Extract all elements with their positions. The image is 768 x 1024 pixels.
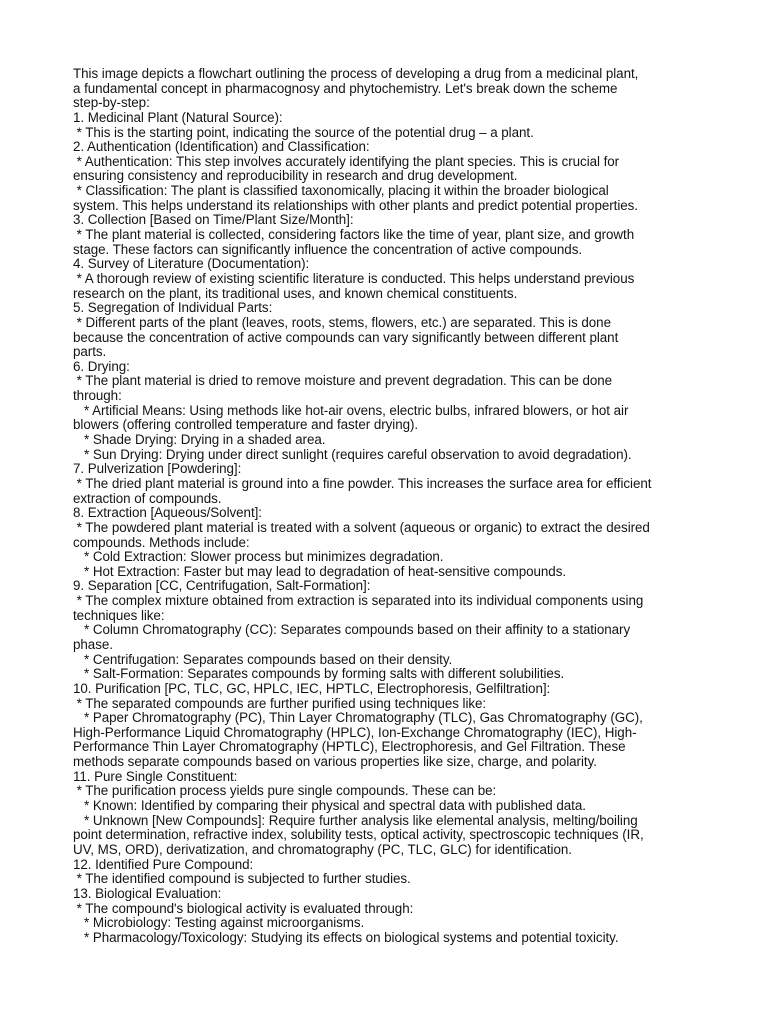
text-line: * The powdered plant material is treated with a solvent (aqueous or organic) to extract the desired xyxy=(73,519,650,535)
text-line: * The compound's biological activity is evaluated through: xyxy=(73,900,414,916)
text-line: * Shade Drying: Drying in a shaded area. xyxy=(73,432,326,448)
text-line: ensuring consistency and reproducibility in research and drug development. xyxy=(73,168,518,184)
text-line: * Salt-Formation: Separates compounds by forming salts with different solubilities. xyxy=(73,666,565,682)
text-line: High-Performance Liquid Chromatography (HPLC), Ion-Exchange Chromatography (IEC), High- xyxy=(73,724,637,740)
text-line: * The purification process yields pure single compounds. These can be: xyxy=(73,783,497,799)
text-line: phase. xyxy=(73,636,113,652)
text-line: 5. Segregation of Individual Parts: xyxy=(73,300,273,316)
text-line: * Column Chromatography (CC): Separates compounds based on their affinity to a stationary xyxy=(73,622,631,638)
text-line: * Centrifugation: Separates compounds based on their density. xyxy=(73,651,453,667)
text-line: compounds. Methods include: xyxy=(73,534,250,550)
text-line: methods separate compounds based on various properties like size, charge, and polarity. xyxy=(73,754,597,770)
text-line: UV, MS, ORD), derivatization, and chromatography (PC, TLC, GLC) for identification. xyxy=(73,841,572,857)
text-line: 3. Collection [Based on Time/Plant Size/Month]: xyxy=(73,212,354,228)
text-line: * Artificial Means: Using methods like hot-air ovens, electric bulbs, infrared blowers, or hot air xyxy=(73,402,629,418)
text-line: * Microbiology: Testing against microorganisms. xyxy=(73,915,365,931)
text-line: * The separated compounds are further purified using techniques like: xyxy=(73,695,487,711)
text-line: * Different parts of the plant (leaves, roots, stems, flowers, etc.) are separated. This is done xyxy=(73,314,611,330)
text-line: * The complex mixture obtained from extraction is separated into its individual components using xyxy=(73,593,644,609)
text-line: * Classification: The plant is classified taxonomically, placing it within the broader biological xyxy=(73,183,609,199)
text-line: * Pharmacology/Toxicology: Studying its effects on biological systems and potential toxicity. xyxy=(73,929,619,945)
text-line: * The plant material is dried to remove moisture and prevent degradation. This can be done xyxy=(73,373,613,389)
text-line: * Hot Extraction: Faster but may lead to degradation of heat-sensitive compounds. xyxy=(73,563,567,579)
text-line: research on the plant, its traditional uses, and known chemical constituents. xyxy=(73,285,518,301)
text-line: parts. xyxy=(73,344,107,360)
text-line: This image depicts a flowchart outlining the process of developing a drug from a medicinal plant, xyxy=(73,66,639,81)
text-line: 10. Purification [PC, TLC, GC, HPLC, IEC, HPTLC, Electrophoresis, Gelfiltration]: xyxy=(73,680,551,696)
text-line: system. This helps understand its relationships with other plants and predict potential properties. xyxy=(73,197,638,213)
text-line: * Authentication: This step involves accurately identifying the plant species. This is crucial for xyxy=(73,153,620,169)
text-line: * Cold Extraction: Slower process but minimizes degradation. xyxy=(73,549,444,565)
text-line: * The plant material is collected, considering factors like the time of year, plant size, and growth xyxy=(73,227,635,243)
text-line: 6. Drying: xyxy=(73,358,130,374)
text-line: 1. Medicinal Plant (Natural Source): xyxy=(73,109,283,125)
text-line: step-by-step: xyxy=(73,95,150,111)
text-line: * Sun Drying: Drying under direct sunlight (requires careful observation to avoid degradation). xyxy=(73,446,632,462)
document-body xyxy=(73,67,703,945)
text-line: 7. Pulverization [Powdering]: xyxy=(73,461,242,477)
text-line: point determination, refractive index, solubility tests, optical activity, spectroscopic techniques (IR, xyxy=(73,827,644,843)
text-line: blowers (offering controlled temperature and faster drying). xyxy=(73,417,419,433)
text-line: * Known: Identified by comparing their physical and spectral data with published data. xyxy=(73,798,586,814)
text-line: * A thorough review of existing scientific literature is conducted. This helps understand previous xyxy=(73,270,635,286)
text-line: techniques like: xyxy=(73,607,165,623)
text-line: extraction of compounds. xyxy=(73,490,222,506)
text-line: 8. Extraction [Aqueous/Solvent]: xyxy=(73,505,262,521)
text-line: a fundamental concept in pharmacognosy and phytochemistry. Let's break down the scheme xyxy=(73,80,618,96)
text-line: 4. Survey of Literature (Documentation): xyxy=(73,256,310,272)
text-line: * Paper Chromatography (PC), Thin Layer Chromatography (TLC), Gas Chromatography (GC), xyxy=(73,710,643,726)
text-line: 12. Identified Pure Compound: xyxy=(73,856,254,872)
text-line: 13. Biological Evaluation: xyxy=(73,885,222,901)
text-line: Performance Thin Layer Chromatography (HPTLC), Electrophoresis, and Gel Filtration. These xyxy=(73,739,626,755)
text-line: because the concentration of active compounds can vary significantly between different plant xyxy=(73,329,619,345)
text-line: 2. Authentication (Identification) and Classification: xyxy=(73,139,370,155)
text-line: 11. Pure Single Constituent: xyxy=(73,768,238,784)
text-line: 9. Separation [CC, Centrifugation, Salt-Formation]: xyxy=(73,578,371,594)
text-line: through: xyxy=(73,388,122,404)
text-line: * The dried plant material is ground into a fine powder. This increases the surface area for efficient xyxy=(73,475,652,491)
text-line: stage. These factors can significantly influence the concentration of active compounds. xyxy=(73,241,583,257)
text-line: * The identified compound is subjected to further studies. xyxy=(73,871,411,887)
text-line: * Unknown [New Compounds]: Require further analysis like elemental analysis, melting/boiling xyxy=(73,812,638,828)
text-line: * This is the starting point, indicating the source of the potential drug – a plant. xyxy=(73,124,534,140)
